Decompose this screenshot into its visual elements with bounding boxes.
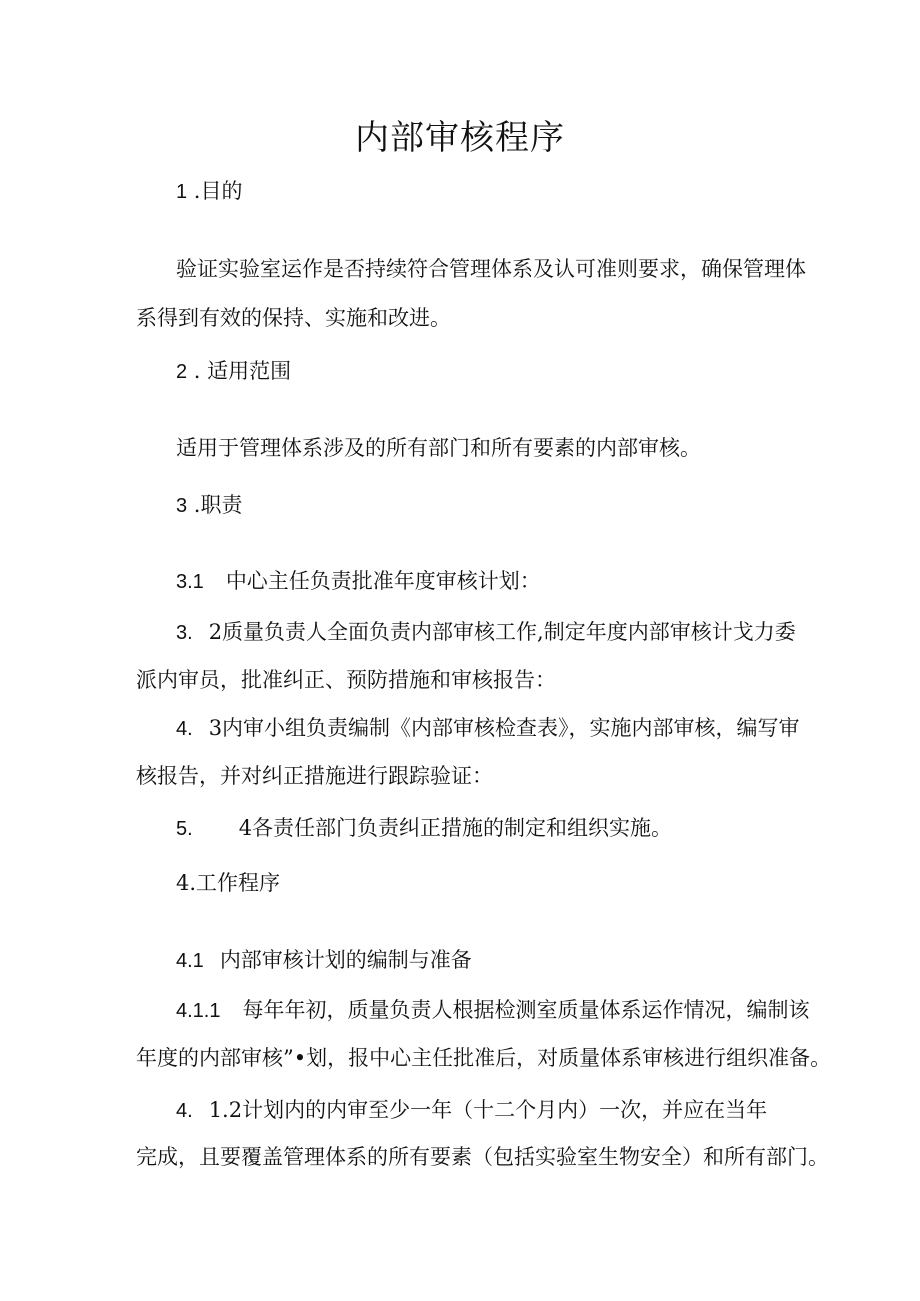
item-number: 5. xyxy=(176,818,193,840)
document-title: 内部审核程序 xyxy=(355,118,565,158)
item-number: 4.1 xyxy=(176,950,204,972)
item-text: 内部审核计划的编制与准备 xyxy=(219,948,472,972)
item-text: 3内审小组负责编制《内部审核检查表》，实施内部审核，编写审 xyxy=(208,716,800,740)
item-3-3-line-1 xyxy=(176,713,800,744)
item-3-4 xyxy=(176,813,672,844)
item-text: 1.2计划内的内审至少一年（十二个月内）一次，并应在当年 xyxy=(208,1098,768,1122)
item-3-2-line-2: 派内审员，批准纠正、预防措施和审核报告： xyxy=(136,668,556,692)
item-number: 4. xyxy=(176,718,193,740)
item-number: 3. xyxy=(176,622,193,644)
item-number: 3.1 xyxy=(176,571,204,593)
section-number: 3 xyxy=(176,495,188,517)
item-text: 4各责任部门负责纠正措施的制定和组织实施。 xyxy=(238,816,673,840)
item-text: 2质量负责人全面负责内部审核工作,制定年度内部审核计戈力委 xyxy=(208,620,796,644)
item-3-2-line-1 xyxy=(176,617,796,648)
item-4-1-2-line-1 xyxy=(176,1095,767,1126)
item-4-1-1-line-2: 年度的内部审核”•划，报中心主任批准后，对质量体系审核进行组织准备。 xyxy=(136,1046,832,1070)
item-text: 中心主任负责批准年度审核计划： xyxy=(225,569,541,593)
item-number: 4.1.1 xyxy=(176,1000,221,1022)
item-4-1 xyxy=(176,945,472,976)
item-4-1-2-line-2: 完成，且要覆盖管理体系的所有要素（包括实验室生物安全）和所有部门。 xyxy=(136,1145,829,1169)
section-1-paragraph-line-2: 系得到有效的保持、实施和改进。 xyxy=(136,306,451,330)
section-title: . 适用范围 xyxy=(187,359,292,383)
section-title: .目的 xyxy=(187,179,243,203)
item-text: 每年年初，质量负责人根据检测室质量体系运作情况，编制该 xyxy=(242,998,810,1022)
section-1-paragraph-line-1: 验证实验室运作是否持续符合管理体系及认可准则要求，确保管理体 xyxy=(176,257,806,281)
section-2-paragraph: 适用于管理体系涉及的所有部门和所有要素的内部审核。 xyxy=(176,436,701,460)
item-number: 4. xyxy=(176,1100,193,1122)
section-2-heading xyxy=(176,356,291,387)
section-4-heading: 4.工作程序 xyxy=(176,871,281,895)
item-3-3-line-2: 核报告，并对纠正措施进行跟踪验证： xyxy=(136,764,493,788)
item-4-1-1-line-1 xyxy=(176,995,809,1026)
section-title: .职责 xyxy=(187,493,243,517)
section-3-heading xyxy=(176,490,242,521)
section-number: 1 xyxy=(176,181,188,203)
section-number: 2 xyxy=(176,361,188,383)
section-1-heading xyxy=(176,176,242,207)
item-3-1 xyxy=(176,566,541,597)
